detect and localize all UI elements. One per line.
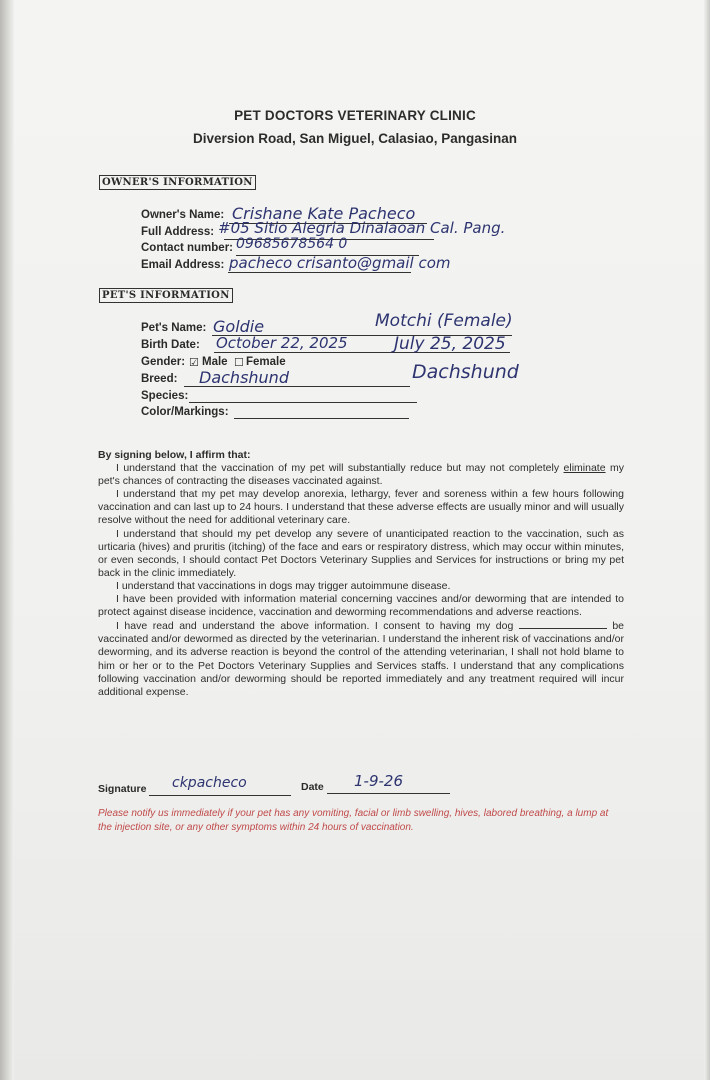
species-label: Species: [141,390,189,402]
date-value: 1-9-26 [354,772,403,790]
page-shadow-right [704,0,710,1080]
consent-paragraph-6 [98,619,624,699]
consent-intro: By signing below, I affirm that: [98,449,251,461]
consent-p6-part-a: I have read and understand the above information. I consent to having my dog [116,620,519,633]
female-checkbox[interactable]: ☐ [234,357,244,369]
email-value: pacheco crisanto@gmail com [229,254,451,272]
gender-label: Gender: [141,356,186,368]
consent-paragraph-5: I have been provided with information material concerning vaccines and/or deworming that are intended to protect against disease incidence, vaccination and deworming recommendations and adverse reactions. [98,593,624,619]
consent-text [98,449,624,699]
birth-date-label: Birth Date: [141,339,200,351]
pet-section-title: PET'S INFORMATION [99,288,233,303]
page-shadow-left [0,0,14,1080]
email-label: Email Address: [141,259,225,271]
address-label: Full Address: [141,226,215,238]
signature-value: ckpacheco [172,775,247,791]
male-checkbox[interactable]: ☑ [189,357,199,369]
consent-paragraph-1 [98,462,624,488]
consent-p1-part-b: my pet's chances of contracting the diseases vaccinated against. [98,462,624,488]
pet-name-label: Pet's Name: [141,322,207,334]
pet-name-value: Goldie [213,317,265,336]
breed-value-2: Dachshund [412,361,519,383]
breed-label: Breed: [141,373,178,385]
owner-section-title: OWNER'S INFORMATION [99,175,256,190]
date-line[interactable] [327,793,450,794]
gender-male-label: Male [202,356,228,368]
owner-name-value: Crishane Kate Pacheco [232,204,416,223]
gender-female-label: Female [246,356,286,368]
email-line [228,272,411,273]
consent-p1-underlined: eliminate [563,462,606,475]
contact-label: Contact number: [141,242,233,254]
signature-line[interactable] [149,795,291,796]
consent-paragraph-3: I understand that should my pet develop any severe of unanticipated reaction to the vaccination, such as urticaria (hives) and pruritis (itching) of the face and ears or respiratory distress, which may occur within minutes, or even seconds, I should contact Pet Doctors Veterinary Supplies and Services for instructions or bring my pet back in the clinic immediately. [98,527,624,579]
birth-date-value-2: July 25, 2025 [394,334,506,354]
consent-p1-part-a: I understand that the vaccination of my pet will substantially reduce but may not completely [116,462,564,475]
consent-paragraph-4: I understand that vaccinations in dogs may trigger autoimmune disease. [116,579,451,592]
dog-name-blank[interactable] [519,619,607,629]
species-line [189,402,417,403]
notice-text: Please notify us immediately if your pet has any vomiting, facial or limb swelling, hives, labored breathing, a lump at the injection site, or any other symptoms within 24 hours of vaccination. [98,808,609,833]
contact-value: 09685678564 0 [236,236,348,252]
owner-name-label: Owner's Name: [141,209,225,221]
breed-value: Dachshund [199,368,289,387]
color-markings-line [234,418,409,419]
signature-label: Signature [98,783,147,795]
consent-p6-part-b: be vaccinated and/or dewormed as directed by the veterinarian. I understand the inherent risk of vaccinations and/or deworming, and its adverse reaction is beyond the control of the attending veterinarian, I shall not hold blame to him or her or to the Pet Doctors Veterinary Supplies and Services staffs. I understand that any complications following vaccination and/or deworming should be reported immediately and any treatment required will incur additional expense. [98,620,624,698]
color-markings-label: Color/Markings: [141,406,229,418]
address-value: #05 Sitio Alegria Dinalaoan Cal. Pang. [218,219,506,237]
date-label: Date [301,781,324,793]
birth-date-value: October 22, 2025 [216,334,348,352]
pet-name-value-2: Motchi (Female) [375,311,513,331]
consent-paragraph-2: I understand that my pet may develop anorexia, lethargy, fever and soreness within a few hours following vaccination and can last up to 24 hours. I understand that these adverse effects are usually minor and will usually resolve without the need for additional veterinary care. [98,488,624,527]
clinic-address: Diversion Road, San Miguel, Calasiao, Pangasinan [192,131,518,146]
clinic-name: PET DOCTORS VETERINARY CLINIC [234,108,476,123]
